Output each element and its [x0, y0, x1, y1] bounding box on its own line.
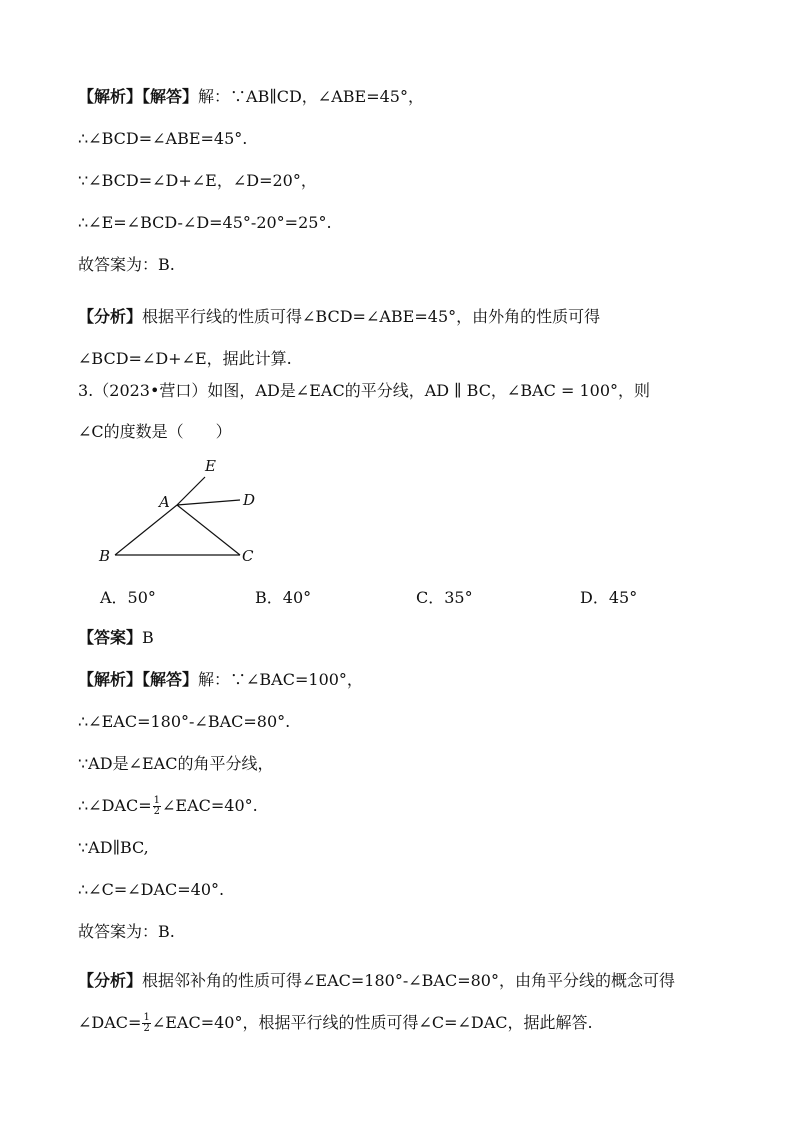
solution-line-7: 故答案为：B.	[78, 922, 175, 941]
fraction-denominator: 2	[153, 806, 160, 817]
fraction-half	[153, 796, 161, 817]
label-d: D	[243, 491, 256, 509]
label-e: E	[205, 457, 216, 475]
solution-line-3: ∵AD是∠EAC的角平分线，	[78, 754, 274, 773]
fraction-numerator: 1	[153, 795, 160, 806]
geometry-figure	[95, 455, 275, 570]
solution-line-4-pre: ∴∠DAC=	[78, 796, 152, 815]
question-stem-line-1: 3.（2023•营口）如图，AD是∠EAC的平分线，AD ∥ BC，∠BAC = 100°，则	[78, 381, 651, 400]
fraction-numerator: 1	[143, 1012, 150, 1023]
option-a[interactable]: A．50°	[100, 588, 156, 607]
fraction-denominator: 2	[143, 1023, 150, 1034]
analysis-text: 根据平行线的性质可得∠BCD=∠ABE=45°，由外角的性质可得∠BCD=∠D+∠E，据此计算.	[78, 307, 601, 368]
solution-line-2: ∴∠EAC=180°-∠BAC=80°.	[78, 712, 291, 731]
prev-analysis	[78, 296, 728, 380]
answer-options	[100, 585, 700, 607]
analysis-text-b: ∠EAC=40°，根据平行线的性质可得∠C=∠DAC，据此解答.	[151, 1013, 593, 1032]
solution-text: 解：∵AB∥CD，∠ABE=45°，	[198, 87, 424, 106]
solution-tag: 【解析】【解答】	[78, 87, 199, 106]
label-c: C	[242, 547, 254, 565]
label-a: A	[159, 493, 170, 511]
answer-line	[78, 627, 154, 649]
prev-solution-line-4: ∴∠E=∠BCD-∠D=45°-20°=25°.	[78, 213, 332, 232]
option-b[interactable]: B．40°	[255, 588, 312, 607]
solution-line-5: ∵AD∥BC,	[78, 838, 149, 857]
solution-line-4-post: ∠EAC=40°.	[162, 796, 258, 815]
segment-ba	[115, 505, 177, 555]
solution-line-6: ∴∠C=∠DAC=40°.	[78, 880, 225, 899]
analysis-text-a: 根据邻补角的性质可得∠EAC=180°-∠BAC=80°，由角平分线的概念可得∠DAC=	[78, 971, 675, 1032]
analysis-tag: 【分析】	[78, 971, 143, 990]
ray-ae	[177, 477, 205, 505]
solution-line-1	[78, 669, 363, 691]
answer-value: B	[142, 628, 154, 647]
analysis-tag: 【分析】	[78, 307, 143, 326]
prev-solution-line-5: 故答案为：B.	[78, 255, 175, 274]
question-stem-line-2: ∠C的度数是（ ）	[78, 422, 232, 441]
triangle-diagram	[95, 455, 275, 570]
prev-solution-line-1	[78, 86, 424, 108]
option-d[interactable]: D．45°	[580, 588, 638, 607]
prev-solution-line-3: ∵∠BCD=∠D+∠E，∠D=20°，	[78, 171, 317, 190]
solution-line-4	[78, 795, 258, 817]
segment-ac	[177, 505, 240, 555]
analysis	[78, 960, 728, 1044]
ray-ad	[177, 500, 240, 505]
option-c[interactable]: C．35°	[416, 588, 473, 607]
solution-text: 解：∵∠BAC=100°，	[198, 670, 363, 689]
prev-solution-line-2: ∴∠BCD=∠ABE=45°.	[78, 129, 248, 148]
answer-tag: 【答案】	[78, 628, 143, 647]
solution-tag: 【解析】【解答】	[78, 670, 199, 689]
label-b: B	[99, 547, 111, 565]
fraction-half-analysis	[142, 1013, 150, 1034]
